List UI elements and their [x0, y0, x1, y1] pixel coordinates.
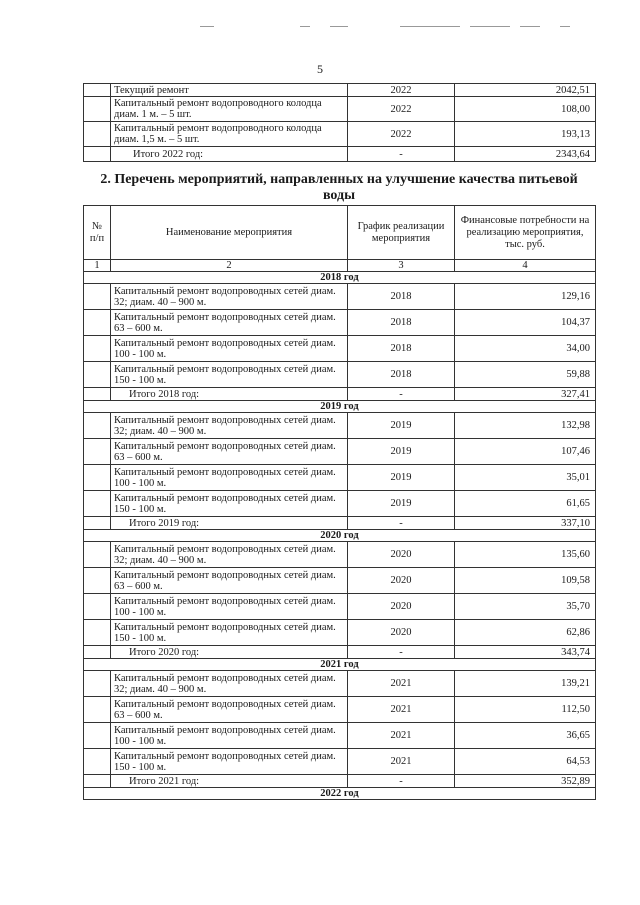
- schedule-year: 2019: [348, 491, 455, 517]
- num-cell: [84, 439, 111, 465]
- finance-amount: 35,70: [455, 594, 596, 620]
- measure-name: Капитальный ремонт водопроводных сетей диам. 63 – 600 м.: [111, 568, 348, 594]
- num-cell: [84, 697, 111, 723]
- measure-name: Капитальный ремонт водопроводных сетей диам. 32; диам. 40 – 900 м.: [111, 284, 348, 310]
- total-year: -: [348, 388, 455, 401]
- total-year: -: [348, 775, 455, 788]
- table-row: [84, 413, 596, 439]
- finance-amount: 109,58: [455, 568, 596, 594]
- schedule-year: 2019: [348, 413, 455, 439]
- total-amount: 343,74: [455, 646, 596, 659]
- finance-amount: 34,00: [455, 336, 596, 362]
- measure-name: Капитальный ремонт водопроводных сетей диам. 100 - 100 м.: [111, 465, 348, 491]
- num-cell: [84, 84, 111, 97]
- num-cell: [84, 594, 111, 620]
- finance-amount: 64,53: [455, 749, 596, 775]
- table-row: [84, 697, 596, 723]
- year-header: 2021 год: [84, 659, 596, 671]
- finance-amount: 35,01: [455, 465, 596, 491]
- column-number: 1: [84, 260, 111, 272]
- schedule-year: 2018: [348, 336, 455, 362]
- total-label: Итого 2022 год:: [111, 147, 348, 162]
- table-row: [84, 620, 596, 646]
- header-schedule: График реализации мероприятия: [348, 206, 455, 260]
- schedule-year: 2020: [348, 568, 455, 594]
- header-num: № п/п: [84, 206, 111, 260]
- table-row: [84, 671, 596, 697]
- finance-amount: 107,46: [455, 439, 596, 465]
- column-number-row: [84, 260, 596, 272]
- measure-name: Капитальный ремонт водопроводных сетей диам. 100 - 100 м.: [111, 336, 348, 362]
- total-amount: 337,10: [455, 517, 596, 530]
- total-label: Итого 2019 год:: [111, 517, 348, 530]
- year-header-row: [84, 401, 596, 413]
- table-row: [84, 310, 596, 336]
- year-header-row: [84, 659, 596, 671]
- schedule-year: 2018: [348, 310, 455, 336]
- schedule-year: 2021: [348, 749, 455, 775]
- finance-amount: 193,13: [455, 122, 596, 147]
- num-cell: [84, 646, 111, 659]
- num-cell: [84, 568, 111, 594]
- table-row: [84, 336, 596, 362]
- scan-artifact-line: [0, 26, 640, 29]
- header-name: Наименование мероприятия: [111, 206, 348, 260]
- total-year: -: [348, 147, 455, 162]
- num-cell: [84, 388, 111, 401]
- measure-name: Капитальный ремонт водопроводных сетей диам. 150 - 100 м.: [111, 620, 348, 646]
- finance-amount: 2042,51: [455, 84, 596, 97]
- table-row: [84, 749, 596, 775]
- finance-amount: 104,37: [455, 310, 596, 336]
- schedule-year: 2021: [348, 671, 455, 697]
- num-cell: [84, 542, 111, 568]
- finance-amount: 108,00: [455, 97, 596, 122]
- year-header-row: [84, 530, 596, 542]
- measure-name: Капитальный ремонт водопроводного колодца диам. 1,5 м. – 5 шт.: [111, 122, 348, 147]
- measure-name: Капитальный ремонт водопроводных сетей диам. 100 - 100 м.: [111, 723, 348, 749]
- total-amount: 327,41: [455, 388, 596, 401]
- table-row: [84, 491, 596, 517]
- measure-name: Капитальный ремонт водопроводных сетей диам. 63 – 600 м.: [111, 439, 348, 465]
- table-row: [84, 284, 596, 310]
- continuation-table: [83, 83, 596, 162]
- total-amount: 2343,64: [455, 147, 596, 162]
- section-title: 2. Перечень мероприятий, направленных на улучшение качества питьевой воды: [100, 172, 578, 203]
- total-label: Итого 2020 год:: [111, 646, 348, 659]
- table-row: [84, 97, 596, 122]
- num-cell: [84, 97, 111, 122]
- num-cell: [84, 517, 111, 530]
- finance-amount: 62,86: [455, 620, 596, 646]
- schedule-year: 2020: [348, 620, 455, 646]
- total-row: [84, 775, 596, 788]
- table-row: [84, 465, 596, 491]
- schedule-year: 2020: [348, 594, 455, 620]
- num-cell: [84, 465, 111, 491]
- num-cell: [84, 749, 111, 775]
- measure-name: Текущий ремонт: [111, 84, 348, 97]
- measure-name: Капитальный ремонт водопроводных сетей диам. 100 - 100 м.: [111, 594, 348, 620]
- schedule-year: 2022: [348, 97, 455, 122]
- table-row: [84, 362, 596, 388]
- finance-amount: 132,98: [455, 413, 596, 439]
- num-cell: [84, 413, 111, 439]
- table-row: [84, 439, 596, 465]
- year-header: 2019 год: [84, 401, 596, 413]
- finance-amount: 129,16: [455, 284, 596, 310]
- measure-name: Капитальный ремонт водопроводных сетей диам. 150 - 100 м.: [111, 749, 348, 775]
- total-label: Итого 2018 год:: [111, 388, 348, 401]
- measures-table: [83, 205, 596, 800]
- measure-name: Капитальный ремонт водопроводного колодца диам. 1 м. – 5 шт.: [111, 97, 348, 122]
- year-header: 2022 год: [84, 788, 596, 800]
- schedule-year: 2021: [348, 723, 455, 749]
- table-row: [84, 594, 596, 620]
- column-number: 2: [111, 260, 348, 272]
- total-label: Итого 2021 год:: [111, 775, 348, 788]
- table-row: [84, 542, 596, 568]
- table-row: [84, 568, 596, 594]
- num-cell: [84, 362, 111, 388]
- num-cell: [84, 147, 111, 162]
- finance-amount: 59,88: [455, 362, 596, 388]
- table-row: [84, 84, 596, 97]
- num-cell: [84, 336, 111, 362]
- header-finance: Финансовые потребности на реализацию мероприятия, тыс. руб.: [455, 206, 596, 260]
- schedule-year: 2019: [348, 465, 455, 491]
- measure-name: Капитальный ремонт водопроводных сетей диам. 150 - 100 м.: [111, 491, 348, 517]
- num-cell: [84, 775, 111, 788]
- num-cell: [84, 671, 111, 697]
- page-number: 5: [317, 62, 323, 76]
- finance-amount: 139,21: [455, 671, 596, 697]
- schedule-year: 2018: [348, 362, 455, 388]
- measure-name: Капитальный ремонт водопроводных сетей диам. 32; диам. 40 – 900 м.: [111, 413, 348, 439]
- measure-name: Капитальный ремонт водопроводных сетей диам. 150 - 100 м.: [111, 362, 348, 388]
- measure-name: Капитальный ремонт водопроводных сетей диам. 63 – 600 м.: [111, 310, 348, 336]
- schedule-year: 2022: [348, 122, 455, 147]
- schedule-year: 2018: [348, 284, 455, 310]
- total-row: [84, 646, 596, 659]
- column-number: 3: [348, 260, 455, 272]
- num-cell: [84, 620, 111, 646]
- measure-name: Капитальный ремонт водопроводных сетей диам. 32; диам. 40 – 900 м.: [111, 542, 348, 568]
- measure-name: Капитальный ремонт водопроводных сетей диам. 32; диам. 40 – 900 м.: [111, 671, 348, 697]
- finance-amount: 61,65: [455, 491, 596, 517]
- header-row: [84, 206, 596, 260]
- table-row: [84, 122, 596, 147]
- total-amount: 352,89: [455, 775, 596, 788]
- total-year: -: [348, 517, 455, 530]
- num-cell: [84, 491, 111, 517]
- total-row: [84, 147, 596, 162]
- year-header: 2018 год: [84, 272, 596, 284]
- column-number: 4: [455, 260, 596, 272]
- total-row: [84, 388, 596, 401]
- num-cell: [84, 284, 111, 310]
- year-header-row: [84, 272, 596, 284]
- num-cell: [84, 310, 111, 336]
- schedule-year: 2021: [348, 697, 455, 723]
- num-cell: [84, 723, 111, 749]
- schedule-year: 2022: [348, 84, 455, 97]
- finance-amount: 36,65: [455, 723, 596, 749]
- finance-amount: 135,60: [455, 542, 596, 568]
- total-year: -: [348, 646, 455, 659]
- total-row: [84, 517, 596, 530]
- finance-amount: 112,50: [455, 697, 596, 723]
- measure-name: Капитальный ремонт водопроводных сетей диам. 63 – 600 м.: [111, 697, 348, 723]
- table-row: [84, 723, 596, 749]
- year-header: 2020 год: [84, 530, 596, 542]
- schedule-year: 2020: [348, 542, 455, 568]
- num-cell: [84, 122, 111, 147]
- schedule-year: 2019: [348, 439, 455, 465]
- year-header-row: [84, 788, 596, 800]
